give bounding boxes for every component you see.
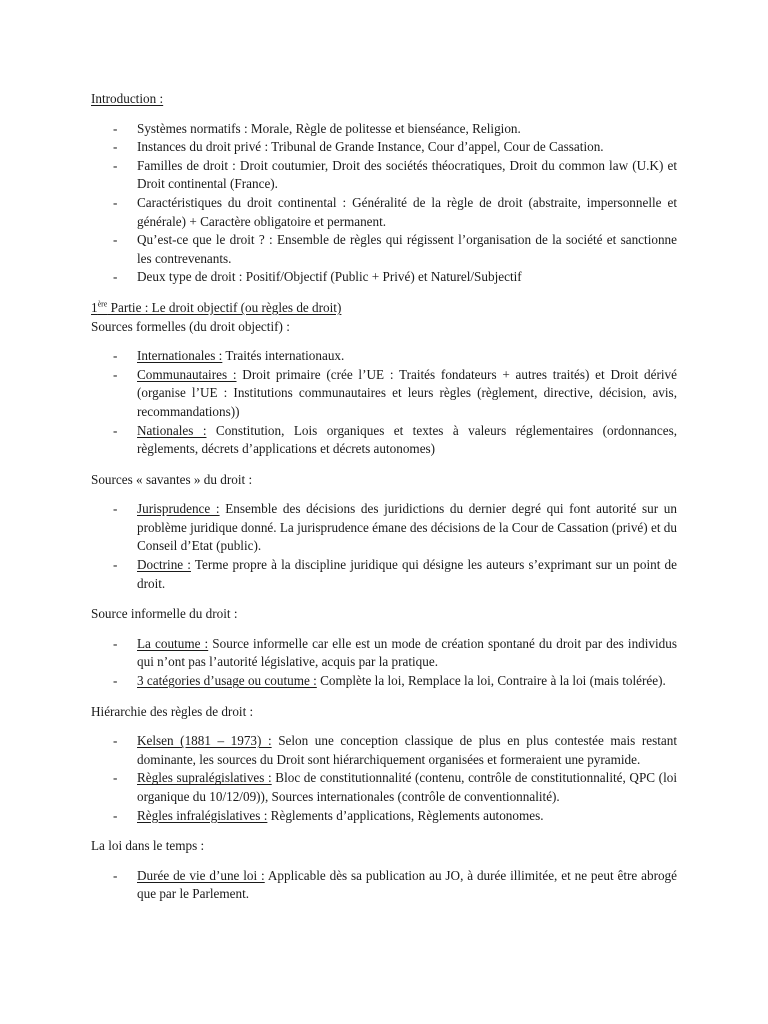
dash-bullet: -	[113, 733, 118, 749]
list-item: - Deux type de droit : Positif/Objectif (Public + Privé) et Naturel/Subjectif	[91, 268, 677, 287]
list-item: - La coutume : Source informelle car elle est un mode de création spontané du droit par des individus qui n’ont pas l’autorité législative, acquis par la pratique.	[113, 635, 677, 670]
list-item: - Doctrine : Terme propre à la discipline juridique qui désigne les auteurs s’exprimant sur un point de droit.	[113, 557, 677, 591]
dash-bullet: -	[113, 348, 118, 364]
law-in-time-heading: La loi dans le temps :	[91, 838, 205, 854]
introduction-title: Introduction :	[91, 91, 164, 106]
dash-bullet: -	[113, 366, 118, 382]
dash-bullet: -	[113, 673, 118, 689]
list-item: - Communautaires : Droit primaire (crée l’UE : Traités fondateurs + autres traités) et Droit dérivé (organise l’UE : Institutions communautaires et leurs règles (règlement, directive, décision, avis, recommandations))	[113, 366, 678, 419]
list-item: - Systèmes normatifs : Morale, Règle de politesse et bienséance, Religion.	[91, 120, 677, 139]
dash-bullet: -	[113, 635, 118, 651]
informal-source-heading: Source informelle du droit :	[91, 606, 238, 622]
dash-bullet: -	[113, 120, 118, 136]
list-item: - Familles de droit : Droit coutumier, Droit des sociétés théocratiques, Droit du common law (U.K) et Droit continental (France).	[113, 157, 677, 192]
dash-bullet: -	[113, 194, 118, 210]
list-item: - Règles supralégislatives : Bloc de constitutionnalité (contenu, contrôle de constitutionnalité, QPC (loi organique du 10/12/09)), Sources internationales (contrôle de conventionnalité).	[113, 770, 677, 804]
dash-bullet: -	[113, 422, 118, 438]
list-item: - Jurisprudence : Ensemble des décisions des juridictions du dernier degré qui font autorité sur un problème juridique donné. La jurisprudence émane des décisions de la Cour de Cassation (privé) et du Conseil d’Etat (public).	[113, 501, 677, 554]
dash-bullet: -	[113, 770, 118, 786]
list-item: - Qu’est-ce que le droit ? : Ensemble de règles qui régissent l’organisation de la société et sanctionne les contrevenants.	[113, 232, 677, 266]
list-item: - Caractéristiques du droit continental : Généralité de la règle de droit (abstraite, impersonnelle et générale) + Caractère obligatoire et permanent.	[113, 194, 677, 229]
dash-bullet: -	[113, 867, 118, 883]
dash-bullet: -	[113, 807, 118, 823]
formal-sources-list	[91, 347, 677, 459]
list-item: - Règles infralégislatives : Règlements d’applications, Règlements autonomes.	[91, 807, 677, 826]
list-item: - Internationales : Traités internationaux.	[91, 347, 677, 366]
document-page	[91, 90, 677, 904]
list-item: - Nationales : Constitution, Lois organiques et textes à valeurs réglementaires (ordonnances, règlements, décrets d’applications et décrets autonomes)	[113, 422, 678, 457]
dash-bullet: -	[113, 269, 118, 285]
savantes-sources-heading: Sources « savantes » du droit :	[91, 471, 253, 487]
list-item: - Instances du droit privé : Tribunal de Grande Instance, Cour d’appel, Cour de Cassation.	[91, 138, 677, 157]
list-item: - Kelsen (1881 – 1973) : Selon une conception classique de plus en plus contestée mais restant dominante, les sources du Droit sont hiérarchiquement organisées et formeraient une pyramide.	[113, 733, 677, 767]
dash-bullet: -	[113, 139, 118, 155]
informal-source-list	[91, 635, 677, 691]
part-1-title: 1ère Partie : Le droit objectif (ou règles de droit)	[91, 299, 342, 315]
list-item: - 3 catégories d’usage ou coutume : Complète la loi, Remplace la loi, Contraire à la loi (mais tolérée).	[91, 672, 677, 691]
law-in-time-list	[91, 867, 677, 904]
dash-bullet: -	[113, 557, 118, 573]
savantes-sources-list	[91, 500, 677, 593]
hierarchy-heading: Hiérarchie des règles de droit :	[91, 703, 254, 719]
list-item: - Durée de vie d’une loi : Applicable dès sa publication au JO, à durée illimitée, et ne peut être abrogé que par le Parlement.	[113, 867, 677, 902]
dash-bullet: -	[113, 501, 118, 517]
hierarchy-list	[91, 732, 677, 825]
dash-bullet: -	[113, 232, 118, 248]
formal-sources-heading: Sources formelles (du droit objectif) :	[91, 318, 290, 334]
dash-bullet: -	[113, 157, 118, 173]
introduction-list	[91, 120, 677, 287]
